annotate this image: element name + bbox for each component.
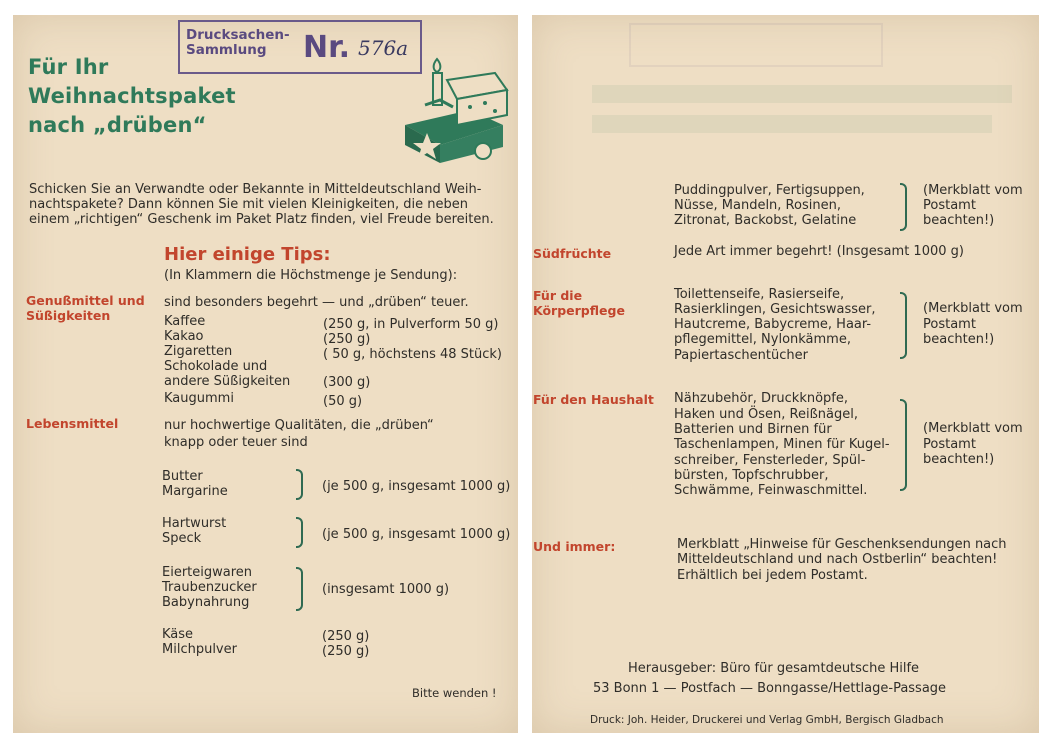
- note-line: (Merkblatt vom: [923, 301, 1023, 316]
- und-immer-line: Mitteldeutschland und nach Ostberlin“ beachten!: [677, 552, 998, 567]
- please-turn-over: Bitte wenden !: [412, 686, 497, 700]
- koerperpflege-label-1: Für die: [533, 288, 583, 303]
- brace: [900, 292, 907, 359]
- note-line: Postamt: [923, 437, 976, 452]
- list-item-qty: (250 g): [322, 629, 370, 644]
- tips-note: (In Klammern die Höchstmenge je Sendung):: [164, 268, 458, 283]
- list-item-name: Babynahrung: [162, 595, 250, 610]
- group2-qty: (je 500 g, insgesamt 1000 g): [322, 527, 511, 542]
- genuss-intro: sind besonders begehrt — und „drüben“ teuer.: [164, 295, 469, 310]
- stamp-nr: Nr.: [303, 30, 351, 65]
- list-item-name: Hartwurst: [162, 516, 227, 531]
- group1-qty: (je 500 g, insgesamt 1000 g): [322, 479, 511, 494]
- intro-line-1: Schicken Sie an Verwandte oder Bekannte in Mitteldeutschland Weih-: [29, 182, 482, 197]
- printer-credit: Druck: Joh. Heider, Druckerei und Verlag GmbH, Bergisch Gladbach: [590, 714, 944, 726]
- list-item-name: Speck: [162, 531, 202, 546]
- list-item-name: Eierteigwaren: [162, 565, 253, 580]
- list-item-qty: (250 g): [322, 644, 370, 659]
- list-item-name: Zigaretten: [164, 344, 233, 359]
- collection-stamp: [178, 20, 422, 74]
- note-line: beachten!): [923, 332, 995, 347]
- note-line: Postamt: [923, 317, 976, 332]
- list-line: Zitronat, Backobst, Gelatine: [674, 213, 857, 228]
- list-line: Haken und Ösen, Reißnägel,: [674, 407, 858, 422]
- list-line: Rasierklingen, Gesichtswasser,: [674, 302, 876, 317]
- note-line: (Merkblatt vom: [923, 183, 1023, 198]
- show-through-stamp: [629, 23, 883, 67]
- leaflet-back-page: [532, 15, 1039, 733]
- list-item-name: Margarine: [162, 484, 228, 499]
- list-line: schreiber, Fensterleder, Spül-: [674, 453, 866, 468]
- koerperpflege-label-2: Körperpflege: [533, 303, 625, 318]
- genuss-label-2: Süßigkeiten: [26, 308, 111, 323]
- list-item-qty: (300 g): [323, 375, 371, 390]
- list-item-qty: (250 g): [323, 332, 371, 347]
- publisher-line-1: Herausgeber: Büro für gesamtdeutsche Hilfe: [628, 661, 920, 676]
- list-line: Taschenlampen, Minen für Kugel-: [674, 437, 890, 452]
- christmas-gift-candle-illustration: [395, 55, 515, 165]
- suedfruechte-label: Südfrüchte: [533, 246, 612, 261]
- list-line: Toilettenseife, Rasierseife,: [674, 287, 845, 302]
- und-immer-line: Merkblatt „Hinweise für Geschenksendungen nach: [677, 537, 1007, 552]
- title-line-2: Weihnachtspaket: [28, 84, 236, 108]
- haushalt-label: Für den Haushalt: [533, 392, 654, 407]
- brace-group2: [296, 517, 303, 548]
- note-line: beachten!): [923, 452, 995, 467]
- list-item-name: andere Süßigkeiten: [164, 374, 291, 389]
- group3-qty: (insgesamt 1000 g): [322, 582, 450, 597]
- brace: [900, 399, 907, 491]
- list-item-name: Kakao: [164, 329, 204, 344]
- list-item-qty: (250 g, in Pulverform 50 g): [323, 317, 499, 332]
- brace: [900, 183, 907, 231]
- publisher-line-2: 53 Bonn 1 — Postfach — Bonngasse/Hettlage-Passage: [593, 681, 947, 696]
- list-line: bürsten, Topfschrubber,: [674, 468, 829, 483]
- intro-line-3: einem „richtigen“ Geschenk im Paket Platz finden, viel Freude bereiten.: [29, 212, 494, 227]
- list-line: Papiertaschentücher: [674, 348, 808, 363]
- intro-line-2: nachtspakete? Dann können Sie mit vielen Kleinigkeiten, die neben: [29, 197, 468, 212]
- lebensmittel-intro-1: nur hochwertige Qualitäten, die „drüben“: [164, 418, 434, 433]
- stamp-label: Drucksachen- Sammlung: [186, 27, 290, 58]
- brace-group3: [296, 567, 303, 611]
- list-line: Nähzubehör, Druckknöpfe,: [674, 391, 848, 406]
- list-item-name: Kaugummi: [164, 391, 234, 406]
- lebensmittel-label: Lebensmittel: [26, 416, 119, 431]
- stamp-handwritten-number: 576a: [358, 36, 409, 60]
- list-item-name: Milchpulver: [162, 642, 237, 657]
- lebensmittel-intro-2: knapp oder teuer sind: [164, 435, 308, 450]
- suedfruechte-text: Jede Art immer begehrt! (Insgesamt 1000 g): [674, 244, 964, 259]
- list-line: Nüsse, Mandeln, Rosinen,: [674, 198, 841, 213]
- note-line: Postamt: [923, 198, 976, 213]
- list-line: Puddingpulver, Fertigsuppen,: [674, 183, 865, 198]
- und-immer-label: Und immer:: [533, 539, 616, 554]
- tips-heading: Hier einige Tips:: [164, 244, 331, 265]
- show-through-title: [592, 85, 1012, 103]
- list-item-name: Käse: [162, 627, 194, 642]
- title-line-3: nach „drüben“: [28, 113, 207, 137]
- list-line: Batterien und Birnen für: [674, 422, 832, 437]
- list-item-name: Schokolade und: [164, 359, 268, 374]
- show-through-title: [592, 115, 992, 133]
- list-item-name: Kaffee: [164, 314, 206, 329]
- list-line: Schwämme, Feinwaschmittel.: [674, 483, 868, 498]
- list-line: Hautcreme, Babycreme, Haar-: [674, 317, 872, 332]
- list-item-qty: (50 g): [323, 394, 363, 409]
- note-line: (Merkblatt vom: [923, 421, 1023, 436]
- und-immer-line: Erhältlich bei jedem Postamt.: [677, 568, 868, 583]
- list-item-qty: ( 50 g, höchstens 48 Stück): [323, 347, 502, 362]
- note-line: beachten!): [923, 213, 995, 228]
- genuss-label-1: Genußmittel und: [26, 293, 145, 308]
- list-line: pflegemittel, Nylonkämme,: [674, 332, 851, 347]
- brace-group1: [296, 469, 303, 500]
- leaflet-front-page: [13, 15, 518, 733]
- list-item-name: Traubenzucker: [162, 580, 257, 595]
- list-item-name: Butter: [162, 469, 203, 484]
- title-line-1: Für Ihr: [28, 55, 109, 79]
